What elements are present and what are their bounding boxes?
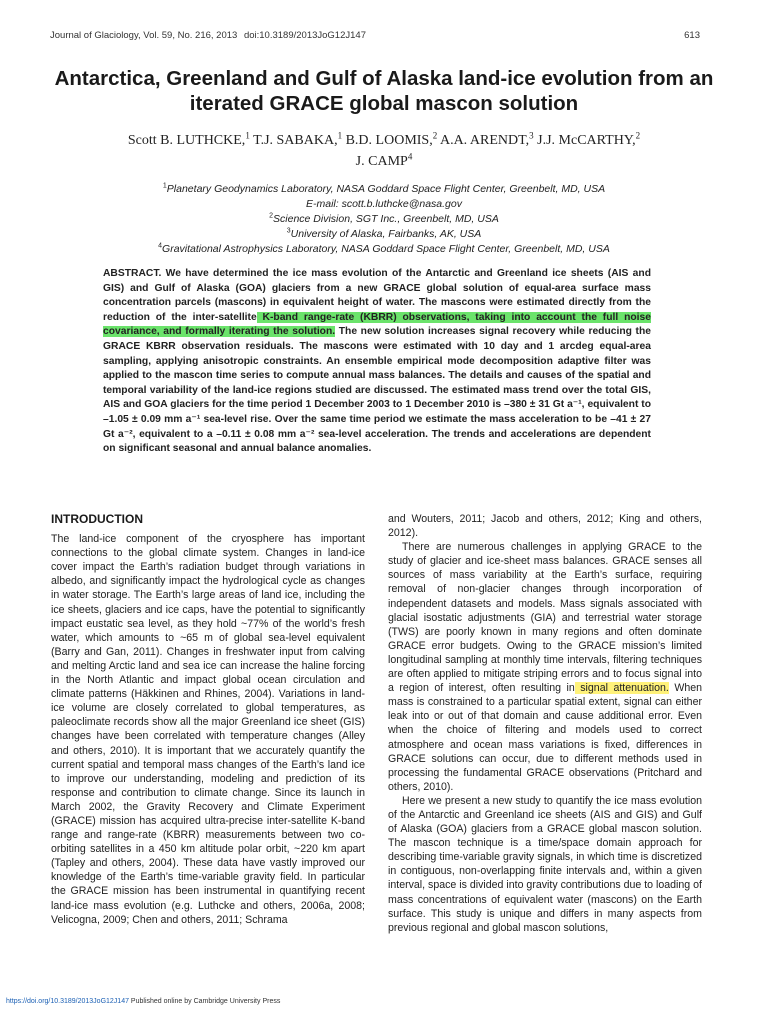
- paragraph: There are numerous challenges in applying GRACE to the study of glacier and ice-sheet mass balances. GRACE senses all sources of mass variability at the Earth’s surface, requiring removal of non-glacier changes through incorporation of independent datasets and models. Mass signals associated with glacial isostatic adjustments (GIA) and terrestrial water storage (TWS) are poorly known in many regions and often dominate GRACE error budgets. Owing to the GRACE mission’s limited longitudinal sampling at monthly time intervals, filtering techniques are often applied to mitigate striping errors and to focus signal into a region of interest, often resulting in signal attenuation. When mass is constrained to a particular spatial extent, signal can either leak into or out of that domain and cause additional error. Even when the choice of filtering and models used to correct atmosphere and ocean mass variations is fixed, differences in GRACE solutions can occur, due to different methods used in processing the fundamental GRACE observations (Pritchard and others, 2010).: [388, 541, 702, 793]
- footer-text: Published online by Cambridge University Press: [128, 998, 281, 1005]
- affiliations: [40, 182, 728, 257]
- author: T.J. SABAKA,$^1$: [253, 130, 343, 148]
- doi-link[interactable]: https://doi.org/10.3189/2013JoG12J147: [6, 998, 129, 1005]
- page-number: 613: [684, 30, 700, 41]
- paragraph: The land-ice component of the cryosphere has important connections to the global climate system. Changes in land-ice cover impact the Earth’s radiation budget through variations in albedo, and significantly impact the hydrological cycle as changes in water storage. The Earth’s large areas of land ice, including the ice sheets, glaciers and ice caps, have the potential to significantly impact eustatic sea level, as they hold ~77% of the world’s fresh water, which amounts to ~65 m of global sea-level equivalent (Barry and Gan, 2011). Changes in freshwater input from calving and melting Arctic land and sea ice can increase the haline forcing in the North Atlantic and impact global ocean circulation and climate patterns (Häkkinen and Rhines, 2004). Variations in land-ice volume are closely correlated to global temperatures, as paleoclimate records show all the major Greenland ice sheet (GIS) changes have been correlated with temperature changes (Alley and others, 2010). It is important that we accurately quantify the current spatial and temporal mass changes of the Earth’s land ice to improve our understanding, modeling and prediction of its response and contribution to climate change. Since its launch in March 2002, the Gravity Recovery and Climate Experiment (GRACE) mission has acquired ultra-precise inter-satellite K-band range and range-rate (KBRR) measurements between two co-orbiting satellites in a 450 km altitude polar orbit, ~220 km apart (Tapley and others, 2004). These data have vastly improved our knowledge of the Earth’s time-variable gravity field. In particular the GRACE mission has been instrumental in quantifying recent land-ice mass evolution (e.g. Luthcke and others, 2006a, 2008; Velicogna, 2009; Chen and others, 2011; Schrama: [51, 533, 365, 926]
- left-column: [51, 512, 365, 927]
- header-citation: [50, 30, 370, 41]
- page-footer: [6, 998, 280, 1005]
- author-list: [40, 130, 728, 172]
- abstract-highlight[interactable]: K-band range-rate (KBRR) observations, taking into account the full noise covariance, and formally iterating the solution.: [103, 311, 651, 338]
- author: J. CAMP$^4$: [355, 151, 413, 169]
- author: A.A. ARENDT,$^3$: [439, 130, 534, 148]
- section-heading-introduction: INTRODUCTION: [51, 512, 143, 526]
- doi-text: doi:10.3189/2013JoG12J147: [243, 30, 366, 41]
- paragraph: Here we present a new study to quantify the ice mass evolution of the Antarctic and Greenland ice sheets (AIS and GIS) and Gulf of Alaska (GOA) glaciers from a GRACE global mascon solution. The mascon technique is a time/space domain approach for describing time-variable gravity signals, in which time is discretized in contiguous, non-overlapping finite intervals and, within a given interval, space is divided into gravity contributions due to loading of mass concentrations of equivalent water (mascons) on the Earth surface. This study is unique and differs in many aspects from previous regional and global mascon solutions,: [388, 794, 702, 934]
- journal-citation: Journal of Glaciology, Vol. 59, No. 216, 2013: [50, 30, 238, 41]
- paragraph: and Wouters, 2011; Jacob and others, 2012; King and others, 2012).: [388, 513, 702, 540]
- running-header: [50, 30, 700, 41]
- text-highlight[interactable]: signal attenuation.: [574, 682, 669, 695]
- abstract: [103, 267, 651, 457]
- author: J.J. McCARTHY,$^2$: [537, 130, 641, 148]
- paper-title: Antarctica, Greenland and Gulf of Alaska land-ice evolution from an iterated GRACE global mascon solution: [54, 67, 714, 115]
- affiliation-2: $^2$Science Division, SGT Inc., Greenbelt, MD, USA: [269, 212, 499, 225]
- author-email: E-mail: scott.b.luthcke@nasa.gov: [306, 198, 462, 210]
- affiliation-1: $^1$Planetary Geodynamics Laboratory, NASA Goddard Space Flight Center, Greenbelt, MD, USA: [162, 182, 606, 195]
- affiliation-3: $^3$University of Alaska, Fairbanks, AK, USA: [286, 227, 482, 240]
- abstract-text: ABSTRACT. We have determined the ice mass evolution of the Antarctic and Greenland ice sheets (AIS and GIS) and Gulf of Alaska (GOA) glaciers from a new GRACE global solution of equal-area surface mass concentration parcels (mascons) in equivalent height of water. The mascons were estimated directly from the reduction of the inter-satellite: [103, 268, 651, 323]
- abstract-text: The new solution increases signal recovery while reducing the GRACE KBRR observation residuals. The mascons were estimated with 10 day and 1 arcdeg equal-area sampling, applying anisotropic constraints. An ensemble empirical mode decomposition adaptive filter was applied to the mascon time series to compute annual mass balances. The details and causes of the spatial and temporal variability of the land-ice regions studied are discussed. The estimated mass trend over the total GIS, AIS and GOA glaciers for the time period 1 December 2003 to 1 December 2010 is –380 ± 31 Gt a⁻¹, equivalent to –1.05 ± 0.09 mm a⁻¹ sea-level rise. Over the same time period we estimate the mass acceleration to be –41 ± 27 Gt a⁻², equivalent to a –0.11 ± 0.08 mm a⁻² sea-level acceleration. The trends and accelerations are dependent on significant seasonal and annual balance anomalies.: [103, 326, 652, 455]
- author: Scott B. LUTHCKE,$^1$: [127, 130, 250, 148]
- affiliation-4: $^4$Gravitational Astrophysics Laboratory, NASA Goddard Space Flight Center, Greenbelt, MD, USA: [158, 242, 610, 255]
- right-column: [388, 512, 702, 935]
- author: B.D. LOOMIS,$^2$: [345, 130, 438, 148]
